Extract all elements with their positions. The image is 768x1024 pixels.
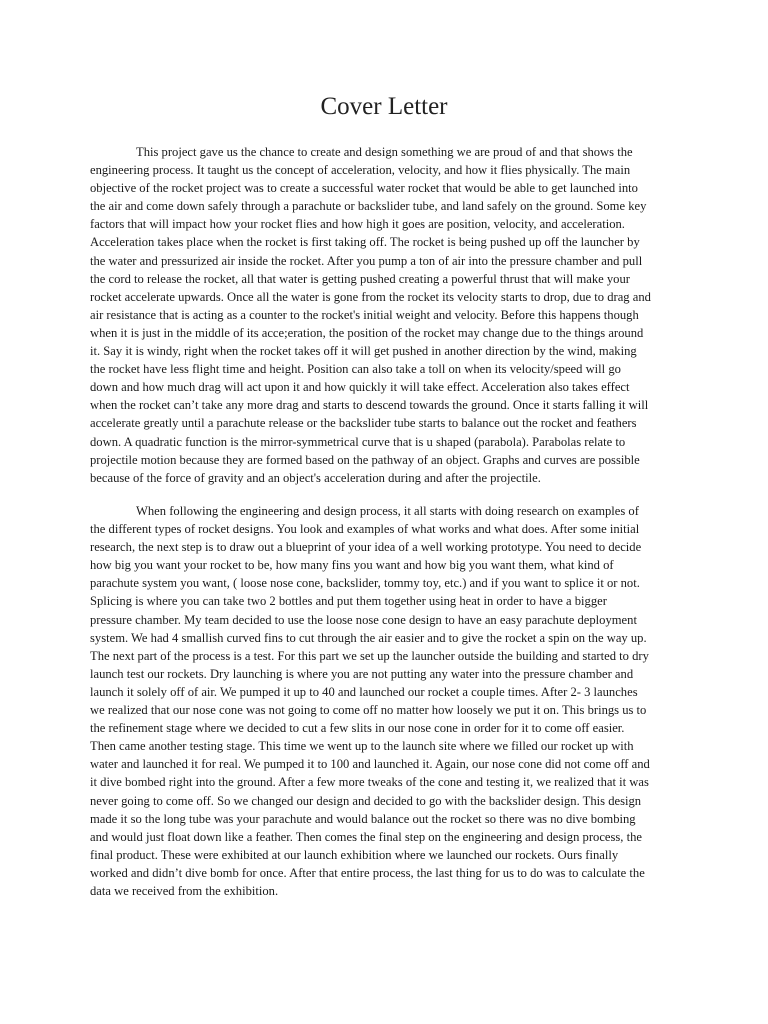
text-line: because of the force of gravity and an object's acceleration during and after the projectile. — [90, 470, 541, 485]
text-line: it dive bombed right into the ground. After a few more tweaks of the cone and testing it, we realized that it was — [90, 775, 649, 790]
text-line: accelerate greatly until a parachute release or the backslider tube starts to balance out the rocket and feathers — [90, 416, 637, 431]
text-line: when the rocket can’t take any more drag and starts to descend towards the ground. Once it starts falling it will — [90, 398, 649, 413]
text-line: air resistance that is acting as a counter to the rocket's initial weight and velocity. Before this happens though — [90, 307, 639, 322]
text-line: down. A quadratic function is the mirror-symmetrical curve that is u shaped (parabola). Parabolas relate to — [90, 434, 626, 449]
text-line: the water and pressurized air inside the rocket. After you pump a ton of air into the pressure chamber and pull — [90, 253, 643, 268]
text-line: projectile motion because they are formed based on the pathway of an object. Graphs and curves are possible — [90, 452, 640, 467]
text-line: we realized that our nose cone was not going to come off no matter how loosely we put it on. This brings us to — [90, 703, 647, 718]
text-line: water and launched it for real. We pumped it to 100 and launched it. Again, our nose cone did not come off and — [90, 757, 650, 772]
text-line: engineering process. It taught us the concept of acceleration, velocity, and how it flies physically. The main — [90, 163, 631, 178]
text-line: rocket accelerate upwards. Once all the water is gone from the rocket its velocity starts to drop, due to drag and — [90, 289, 651, 304]
text-line: made it so the long tube was your parachute and would balance out the rocket so there was no dive bombing — [90, 811, 636, 826]
text-line: how big you want your rocket to be, how many fins you want and how big you want them, what kind of — [90, 558, 614, 573]
text-line: pressure chamber. My team decided to use the loose nose cone design to have an easy parachute deployment — [90, 612, 637, 627]
text-line: when it is just in the middle of its acce;eration, the position of the rocket may change due to the things around — [90, 325, 644, 340]
text-line: final product. These were exhibited at our launch exhibition where we launched our rockets. Ours finally — [90, 847, 619, 862]
page-title: Cover Letter — [320, 93, 448, 120]
text-line: data we received from the exhibition. — [90, 883, 279, 898]
text-line: When following the engineering and design process, it all starts with doing research on examples of — [136, 504, 639, 518]
text-line: objective of the rocket project was to create a successful water rocket that would be able to get launched into — [90, 181, 638, 196]
text-line: the air and come down safely through a parachute or backslider tube, and land safely on the ground. Some key — [90, 199, 647, 214]
text-line: Splicing is where you can take two 2 bottles and put them together using heat in order to have a bigger — [90, 594, 607, 609]
text-line: Acceleration takes place when the rocket is first taking off. The rocket is being pushed up off the launcher by — [90, 235, 640, 250]
text-line: launch test our rockets. Dry launching is where you are not putting any water into the pressure chamber and — [90, 666, 634, 681]
text-line: launch it solely off of air. We pumped it up to 40 and launched our rocket a couple times. After 2- 3 launches — [90, 684, 638, 699]
text-line: factors that will impact how your rocket flies and how high it goes are position, velocity, and acceleration. — [90, 217, 625, 232]
text-line: never going to come off. So we changed our design and decided to go with the backslider design. This design — [90, 793, 642, 808]
text-line: and would just float down like a feather. Then comes the final step on the engineering and design process, the — [90, 829, 642, 844]
text-line: the cord to release the rocket, all that water is getting pushed creating a powerful thrust that will make your — [90, 271, 630, 286]
text-line: the rocket have less flight time and height. Position can also take a toll on when its velocity/speed will go — [90, 362, 621, 377]
text-line: worked and didn’t dive bomb for once. After that entire process, the last thing for us to do was to calculate the — [90, 865, 645, 880]
text-line: down and how much drag will act upon it and how quickly it will take effect. Acceleration also takes effect — [90, 380, 630, 395]
text-line: Then came another testing stage. This time we went up to the launch site where we filled our rocket up with — [90, 739, 634, 754]
text-line: the different types of rocket designs. You look and examples of what works and what does. After some initial — [90, 522, 640, 537]
text-line: research, the next step is to draw out a blueprint of your idea of a well working prototype. You need to decide — [90, 540, 642, 555]
text-line: parachute system you want, ( loose nose cone, backslider, tommy toy, etc.) and if you want to splice it or not. — [90, 576, 640, 591]
text-line: The next part of the process is a test. For this part we set up the launcher outside the building and started to dry — [90, 648, 649, 663]
paragraph-1 — [90, 143, 682, 487]
text-line: system. We had 4 smallish curved fins to cut through the air easier and to give the rocket a spin on the way up. — [90, 630, 647, 645]
text-line: This project gave us the chance to create and design something we are proud of and that shows the — [136, 145, 633, 159]
text-line: the refinement stage where we decided to cut a few slits in our nose cone in order for it to come off easier. — [90, 721, 625, 736]
paragraph-2 — [90, 502, 682, 900]
text-line: it. Say it is windy, right when the rocket takes off it will get pushed in another direction by the wind, making — [90, 344, 637, 359]
